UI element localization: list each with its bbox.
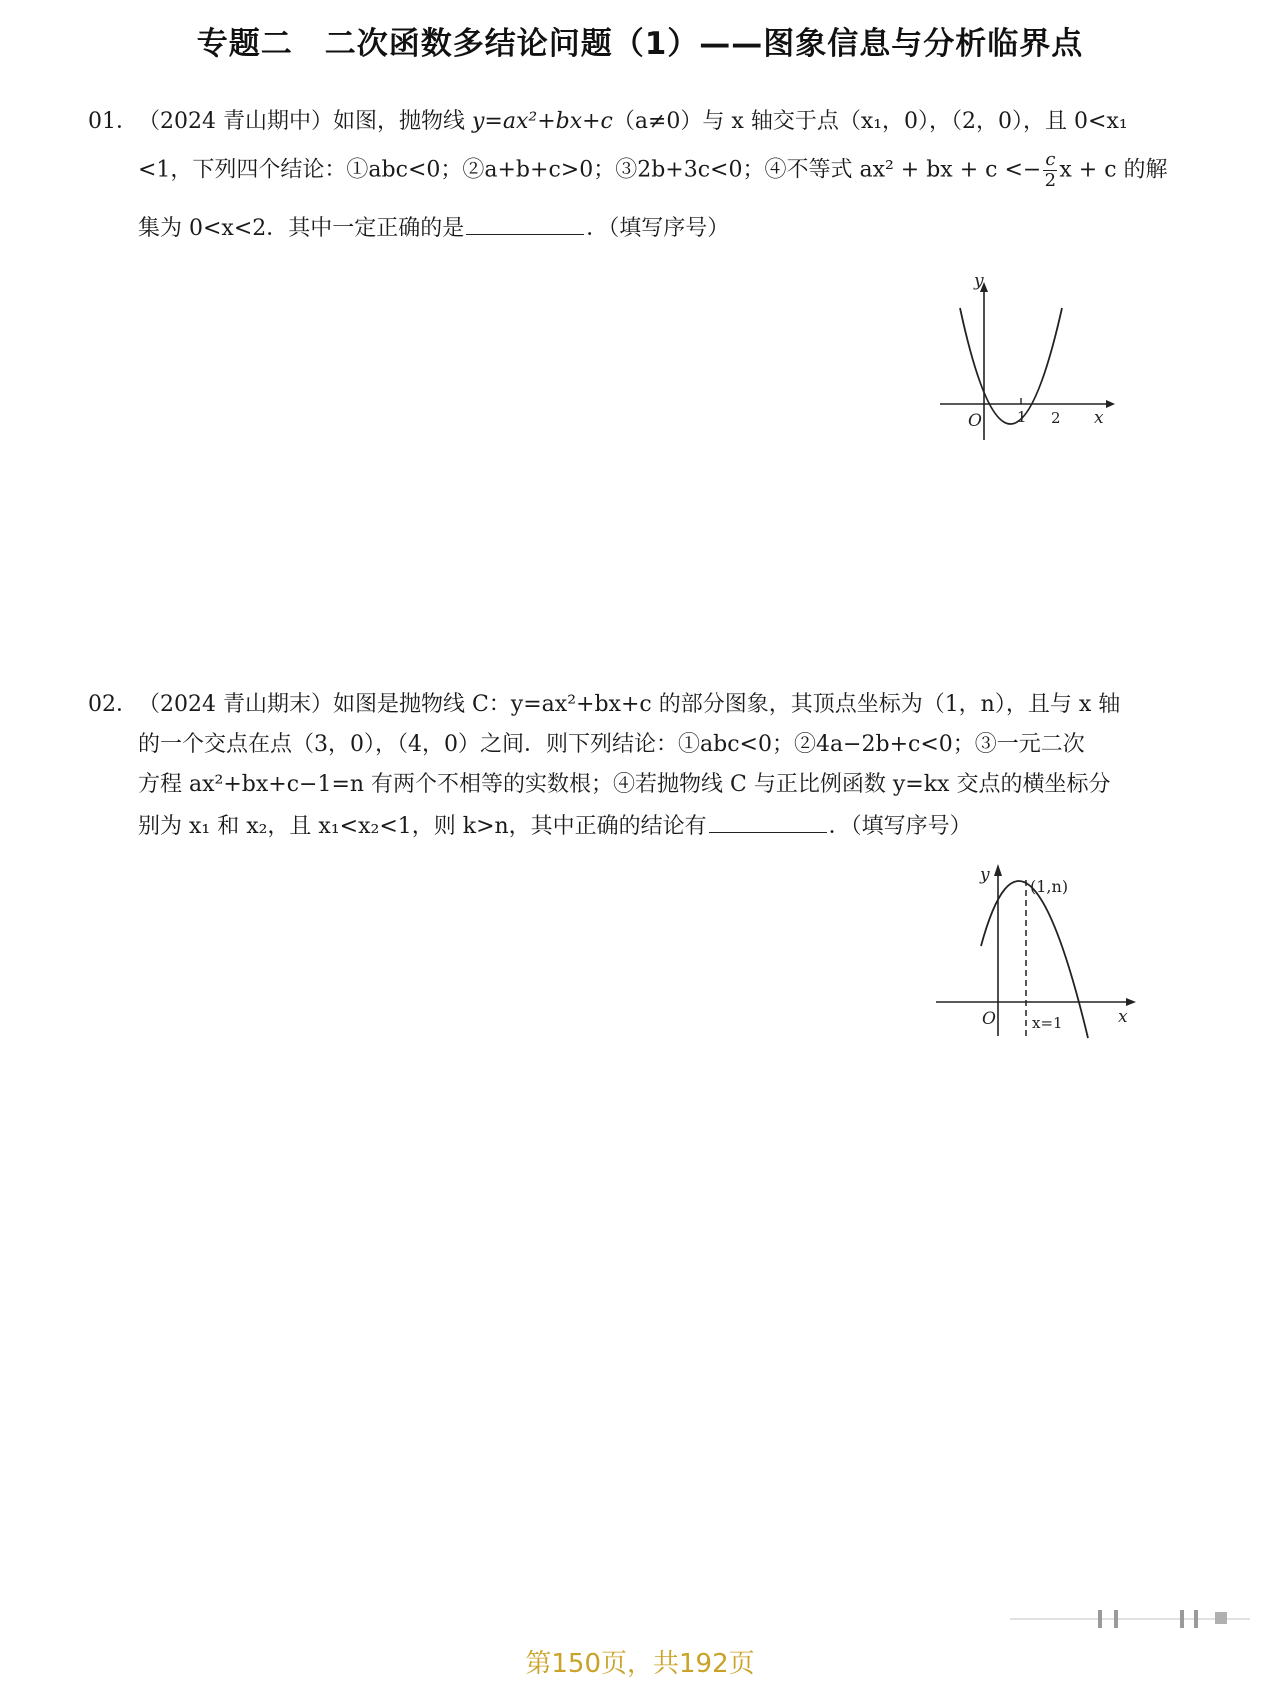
problem-1-text: （a≠0）与 x 轴交于点（x₁，0），（2，0），且 0<x₁ [612,109,1128,134]
problem-1-text: x + c 的解 [1059,157,1168,183]
problem-2-line-2 [138,727,1085,758]
fraction-numerator: c [1045,149,1056,170]
y-axis-label: y [980,865,990,885]
y-axis-arrow [994,864,1002,876]
x-axis-arrow [1106,400,1115,408]
vertex-label: (1,n) [1030,877,1069,896]
problem-1-text: 集为 0<x<2．其中一定正确的是 [138,216,465,241]
fraction-c-over-2 [1043,150,1057,191]
tick-1-label: 1 [1017,408,1027,426]
fraction-denominator: 2 [1044,170,1057,191]
problem-2-text: 的一个交点在点（3，0），（4，0）之间．则下列结论：①abc<0；②4a−2b+c<0；③一元二次 [138,732,1085,757]
problem-2-text: 别为 x₁ 和 x₂，且 x₁<x₂<1，则 k>n，其中正确的结论有 [138,814,707,839]
problem-2-line-1 [88,687,1120,718]
origin-label: O [982,1009,996,1029]
problem-1-line-3 [138,211,729,242]
problem-1-number: 01． [88,109,138,134]
answer-blank-1[interactable] [466,214,584,235]
problem-1-equation: y=ax²+bx+c [471,109,613,134]
symmetry-axis-label: x=1 [1032,1014,1063,1032]
tick-2-label: 2 [1051,409,1061,427]
problem-1-text: 如图，抛物线 [332,109,472,134]
problem-2-line-3 [138,767,1110,798]
answer-blank-2[interactable] [709,812,827,833]
scan-artifact-marks [1010,1608,1260,1630]
page-footer: 第150页，共192页 [525,1649,755,1679]
problem-2-text: 方程 ax²+bx+c−1=n 有两个不相等的实数根；④若抛物线 C 与正比例函数 y=kx 交点的横坐标分 [138,772,1111,797]
x-axis-label: x [1118,1007,1128,1027]
problem-2-graph [930,860,1150,1040]
x-axis-arrow [1126,998,1136,1006]
problem-2-text: 如图是抛物线 C：y=ax²+bx+c 的部分图象，其顶点坐标为（1，n），且与 x 轴 [332,692,1121,717]
problem-2-number: 02． [88,692,138,717]
x-axis-label: x [1094,408,1104,428]
problem-2-line-4 [138,809,972,840]
problem-2-source: （2024 青山期末） [138,692,333,717]
problem-1-text: ．（填写序号） [586,216,730,241]
page-title: 专题二 二次函数多结论问题（1）——图象信息与分析临界点 [196,26,1084,62]
problem-1-text: <1，下列四个结论：①abc<0；②a+b+c>0；③2b+3c<0；④不等式 ax² + bx + c <− [138,157,1042,183]
problem-1-graph [940,271,1120,440]
problem-1-source: （2024 青山期中） [138,109,333,134]
y-axis-label: y [974,271,984,291]
problem-2-text: ．（填写序号） [828,814,972,839]
problem-1-line-1 [88,104,1128,135]
origin-label: O [968,411,982,431]
parabola-curve [960,308,1062,424]
problem-1-line-2 [138,150,1168,191]
